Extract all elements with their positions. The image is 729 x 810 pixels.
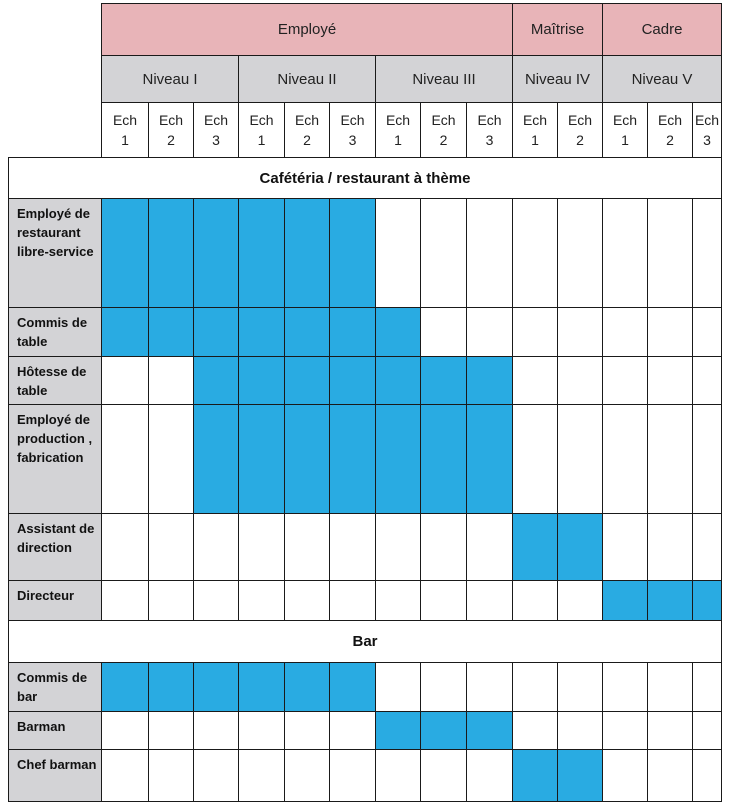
filled-cell [193,198,239,308]
empty-cell [557,711,603,750]
job-label: Commis de bar [8,662,102,712]
job-label: Commis de table [8,307,102,357]
echelon-header: Ech 2 [420,102,467,158]
empty-cell [101,404,149,514]
empty-cell [647,356,693,405]
job-label: Assistant de direction [8,513,102,581]
filled-cell [101,198,149,308]
filled-cell [238,662,285,712]
empty-cell [148,749,194,802]
empty-cell [148,404,194,514]
empty-cell [329,513,376,581]
job-label: Barman [8,711,102,750]
empty-cell [647,711,693,750]
filled-cell [375,404,421,514]
empty-cell [238,580,285,621]
job-label: Directeur [8,580,102,621]
empty-cell [602,198,648,308]
empty-cell [602,749,648,802]
level-header: Niveau II [238,55,376,103]
echelon-header: Ech 2 [557,102,603,158]
filled-cell [284,198,330,308]
empty-cell [466,662,513,712]
filled-cell [284,356,330,405]
empty-cell [375,513,421,581]
empty-cell [692,307,722,357]
filled-cell [284,662,330,712]
filled-cell [375,356,421,405]
empty-cell [375,580,421,621]
empty-cell [512,356,558,405]
empty-cell [602,404,648,514]
empty-cell [557,356,603,405]
empty-cell [602,356,648,405]
echelon-header: Ech 2 [647,102,693,158]
empty-cell [647,513,693,581]
empty-cell [101,749,149,802]
filled-cell [512,749,558,802]
empty-cell [148,513,194,581]
empty-cell [284,711,330,750]
empty-cell [284,513,330,581]
empty-cell [512,307,558,357]
echelon-header: Ech 3 [329,102,376,158]
empty-cell [101,711,149,750]
empty-cell [466,749,513,802]
empty-cell [238,711,285,750]
filled-cell [193,307,239,357]
empty-cell [466,307,513,357]
empty-cell [329,580,376,621]
empty-cell [602,662,648,712]
echelon-header: Ech 2 [284,102,330,158]
empty-cell [193,580,239,621]
empty-cell [647,307,693,357]
empty-cell [692,513,722,581]
empty-cell [466,513,513,581]
filled-cell [193,356,239,405]
filled-cell [329,662,376,712]
empty-cell [512,580,558,621]
empty-cell [512,198,558,308]
empty-cell [647,198,693,308]
filled-cell [148,662,194,712]
empty-cell [557,404,603,514]
echelon-header: Ech 1 [101,102,149,158]
empty-cell [557,662,603,712]
empty-cell [602,513,648,581]
empty-cell [148,580,194,621]
empty-cell [647,662,693,712]
filled-cell [466,356,513,405]
echelon-header: Ech 3 [692,102,722,158]
filled-cell [329,356,376,405]
empty-cell [420,307,467,357]
echelon-header: Ech 3 [466,102,513,158]
empty-cell [512,711,558,750]
empty-cell [647,404,693,514]
category-header: Maîtrise [512,3,603,56]
filled-cell [512,513,558,581]
filled-cell [101,307,149,357]
empty-cell [193,749,239,802]
empty-cell [692,749,722,802]
filled-cell [193,404,239,514]
filled-cell [193,662,239,712]
empty-cell [512,404,558,514]
filled-cell [466,711,513,750]
empty-cell [512,662,558,712]
echelon-header: Ech 1 [375,102,421,158]
filled-cell [238,307,285,357]
filled-cell [238,198,285,308]
filled-cell [238,356,285,405]
echelon-header: Ech 1 [602,102,648,158]
echelon-header: Ech 1 [238,102,285,158]
filled-cell [692,580,722,621]
category-header: Employé [101,3,513,56]
empty-cell [420,580,467,621]
empty-cell [329,749,376,802]
filled-cell [329,307,376,357]
filled-cell [420,711,467,750]
section-title: Bar [8,620,722,663]
echelon-header: Ech 2 [148,102,194,158]
filled-cell [602,580,648,621]
empty-cell [692,711,722,750]
filled-cell [420,356,467,405]
filled-cell [420,404,467,514]
empty-cell [329,711,376,750]
empty-cell [193,513,239,581]
empty-cell [692,198,722,308]
empty-cell [466,580,513,621]
empty-cell [420,513,467,581]
empty-cell [557,198,603,308]
empty-cell [420,662,467,712]
empty-cell [101,356,149,405]
empty-cell [375,662,421,712]
empty-cell [420,749,467,802]
empty-cell [557,307,603,357]
empty-cell [602,711,648,750]
level-header: Niveau III [375,55,513,103]
empty-cell [193,711,239,750]
filled-cell [238,404,285,514]
filled-cell [329,404,376,514]
empty-cell [101,513,149,581]
filled-cell [466,404,513,514]
job-label: Employé de restaurant libre-service [8,198,102,308]
filled-cell [148,198,194,308]
filled-cell [284,307,330,357]
empty-cell [375,198,421,308]
empty-cell [148,356,194,405]
job-label: Hôtesse de table [8,356,102,405]
category-header: Cadre [602,3,722,56]
empty-cell [647,749,693,802]
level-header: Niveau IV [512,55,603,103]
filled-cell [101,662,149,712]
filled-cell [148,307,194,357]
filled-cell [557,513,603,581]
filled-cell [647,580,693,621]
level-header: Niveau I [101,55,239,103]
empty-cell [602,307,648,357]
filled-cell [329,198,376,308]
filled-cell [375,307,421,357]
job-label: Employé de production , fabrication [8,404,102,514]
empty-cell [284,749,330,802]
empty-cell [148,711,194,750]
filled-cell [557,749,603,802]
filled-cell [284,404,330,514]
empty-cell [557,580,603,621]
empty-cell [375,749,421,802]
empty-cell [284,580,330,621]
empty-cell [692,662,722,712]
echelon-header: Ech 1 [512,102,558,158]
empty-cell [101,580,149,621]
level-header: Niveau V [602,55,722,103]
empty-cell [466,198,513,308]
echelon-header: Ech 3 [193,102,239,158]
filled-cell [375,711,421,750]
empty-cell [238,749,285,802]
section-title: Cafétéria / restaurant à thème [8,157,722,199]
empty-cell [692,356,722,405]
job-label: Chef barman [8,749,102,802]
empty-cell [420,198,467,308]
empty-cell [238,513,285,581]
empty-cell [692,404,722,514]
